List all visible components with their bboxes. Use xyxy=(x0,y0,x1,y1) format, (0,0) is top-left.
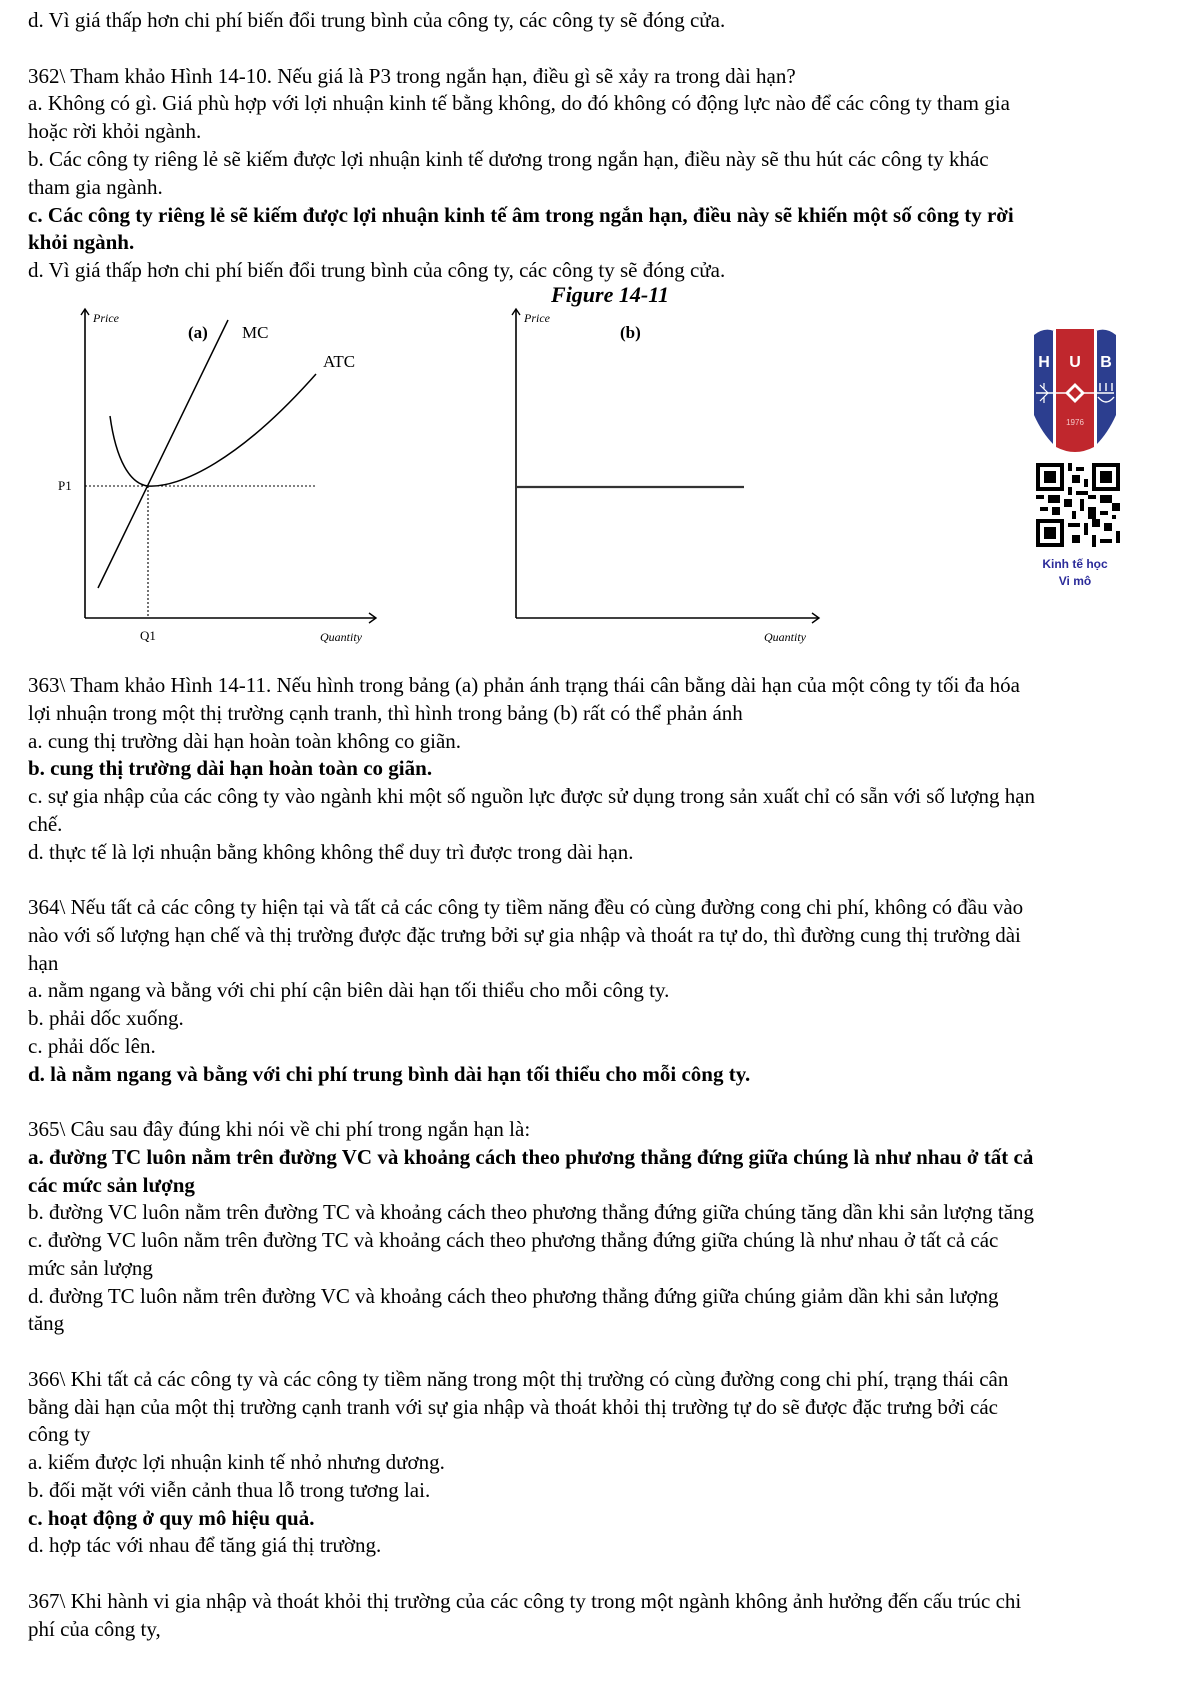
text-line: a. cung thị trường dài hạn hoàn toàn không co giãn. xyxy=(28,728,462,753)
svg-text:H: H xyxy=(1038,354,1050,371)
text-line: nào với số lượng hạn chế và thị trường được đặc trưng bởi sự gia nhập và thoát ra tự do, thì đường cung thị trường dài xyxy=(28,922,1021,947)
text-line: d. Vì giá thấp hơn chi phí biến đổi trung bình của công ty, các công ty sẽ đóng cửa. xyxy=(28,258,726,283)
y-axis-label: Price xyxy=(524,311,550,325)
text-line: a. kiếm được lợi nhuận kinh tế nhỏ nhưng dương. xyxy=(28,1450,445,1474)
text-line: c. phải dốc lên. xyxy=(28,1033,156,1058)
answer-line-correct: các mức sản lượng xyxy=(28,1172,195,1197)
logo-caption-line1: Kinh tế học xyxy=(1042,557,1108,571)
mc-curve xyxy=(98,320,228,588)
text-line: tăng xyxy=(28,1311,65,1336)
chart-panel-b xyxy=(480,300,840,644)
text-line: b. đối mặt với viễn cảnh thua lỗ trong tương lai. xyxy=(28,1477,431,1502)
text-line: mức sản lượng xyxy=(28,1255,153,1280)
atc-curve xyxy=(110,374,316,486)
text-line: b. Các công ty riêng lẻ sẽ kiếm được lợi nhuận kinh tế dương trong ngắn hạn, điều này sẽ thu hút các công ty khác xyxy=(28,147,989,171)
q1-tick-label: Q1 xyxy=(140,628,156,643)
text-line: d. hợp tác với nhau để tăng giá thị trường. xyxy=(28,1533,382,1558)
figure-title: Figure 14-11 xyxy=(551,282,669,307)
text-line: 364\ Nếu tất cả các công ty hiện tại và tất cả các công ty tiềm năng đều có cùng đường cong chi phí, không có đầu vào xyxy=(28,895,1024,919)
text-line: c. đường VC luôn nằm trên đường TC và khoảng cách theo phương thẳng đứng giữa chúng là như nhau ở tất cả các xyxy=(28,1228,999,1252)
chart-panel-a xyxy=(40,300,400,644)
answer-line-correct: d. là nằm ngang và bằng với chi phí trung bình dài hạn tối thiểu cho mỗi công ty. xyxy=(28,1061,751,1086)
text-line: tham gia ngành. xyxy=(28,174,163,199)
text-line: chế. xyxy=(28,811,63,836)
answer-line-correct: b. cung thị trường dài hạn hoàn toàn co giãn. xyxy=(28,756,433,781)
x-axis-label: Quantity xyxy=(320,630,362,644)
x-axis-label: Quantity xyxy=(764,630,806,644)
text-line: c. sự gia nhập của các công ty vào ngành khi một số nguồn lực được sử dụng trong sản xuất chỉ có sẵn với số lượng hạn xyxy=(28,784,1036,808)
answer-line-correct: c. hoạt động ở quy mô hiệu quả. xyxy=(28,1505,315,1530)
panel-label: (a) xyxy=(188,323,208,342)
text-line: 367\ Khi hành vi gia nhập và thoát khỏi thị trường của các công ty trong một ngành không ảnh hưởng đến cấu trúc chi xyxy=(28,1588,1022,1613)
panel-label: (b) xyxy=(620,323,641,342)
text-line: 363\ Tham khảo Hình 14-11. Nếu hình trong bảng (a) phản ánh trạng thái cân bằng dài hạn của một công ty tối đa hóa xyxy=(28,673,1020,697)
svg-text:1976: 1976 xyxy=(1066,418,1084,427)
p1-tick-label: P1 xyxy=(58,478,72,493)
svg-text:U: U xyxy=(1069,354,1081,371)
text-line: 365\ Câu sau đây đúng khi nói về chi phí trong ngắn hạn là: xyxy=(28,1117,531,1141)
text-line: lợi nhuận trong một thị trường cạnh tranh, thì hình trong bảng (b) rất có thể phản ánh xyxy=(28,700,743,725)
text-line: d. đường TC luôn nằm trên đường VC và khoảng cách theo phương thẳng đứng giữa chúng giảm dần khi sản lượng xyxy=(28,1283,999,1308)
text-line: d. Vì giá thấp hơn chi phí biến đổi trung bình của công ty, các công ty sẽ đóng cửa. xyxy=(28,8,726,32)
text-line: d. thực tế là lợi nhuận bằng không không thể duy trì được trong dài hạn. xyxy=(28,839,634,864)
atc-label: ATC xyxy=(323,352,356,371)
text-line: a. nằm ngang và bằng với chi phí cận biên dài hạn tối thiểu cho mỗi công ty. xyxy=(28,978,670,1003)
y-axis-label: Price xyxy=(93,311,119,325)
text-line: b. đường VC luôn nằm trên đường TC và khoảng cách theo phương thẳng đứng giữa chúng tăng dần khi sản lượng tăng xyxy=(28,1200,1035,1225)
text-line: hoặc rời khỏi ngành. xyxy=(28,119,202,144)
text-line: a. Không có gì. Giá phù hợp với lợi nhuận kinh tế bằng không, do đó không có động lực nào để các công ty tham gia xyxy=(28,91,1010,116)
logo-caption-line2: Vi mô xyxy=(1058,574,1092,588)
text-line: phí của công ty, xyxy=(28,1616,161,1641)
text-line: b. phải dốc xuống. xyxy=(28,1006,184,1030)
answer-line-correct: a. đường TC luôn nằm trên đường VC và khoảng cách theo phương thẳng đứng giữa chúng là như nhau ở tất cả xyxy=(28,1144,1034,1169)
shield-icon xyxy=(1030,325,1120,455)
text-line: 366\ Khi tất cả các công ty và các công ty tiềm năng trong một thị trường có cùng đường cong chi phí, trạng thái cân xyxy=(28,1366,1009,1391)
answer-line-correct: khỏi ngành. xyxy=(28,230,135,255)
mc-label: MC xyxy=(242,323,269,342)
text-line: bằng dài hạn của một thị trường cạnh tranh với sự gia nhập và thoát khỏi thị trường tự do sẽ được đặc trưng bởi các xyxy=(28,1394,998,1419)
text-line: 362\ Tham khảo Hình 14-10. Nếu giá là P3 trong ngắn hạn, điều gì sẽ xảy ra trong dài hạn? xyxy=(28,63,796,88)
hub-logo xyxy=(1030,325,1120,460)
text-line: hạn xyxy=(28,950,59,975)
qr-code-icon[interactable] xyxy=(1036,462,1120,548)
svg-text:B: B xyxy=(1100,354,1112,371)
text-line: công ty xyxy=(28,1422,91,1447)
answer-line-correct: c. Các công ty riêng lẻ sẽ kiếm được lợi nhuận kinh tế âm trong ngắn hạn, điều này sẽ khiến một số công ty rời xyxy=(28,202,1014,227)
